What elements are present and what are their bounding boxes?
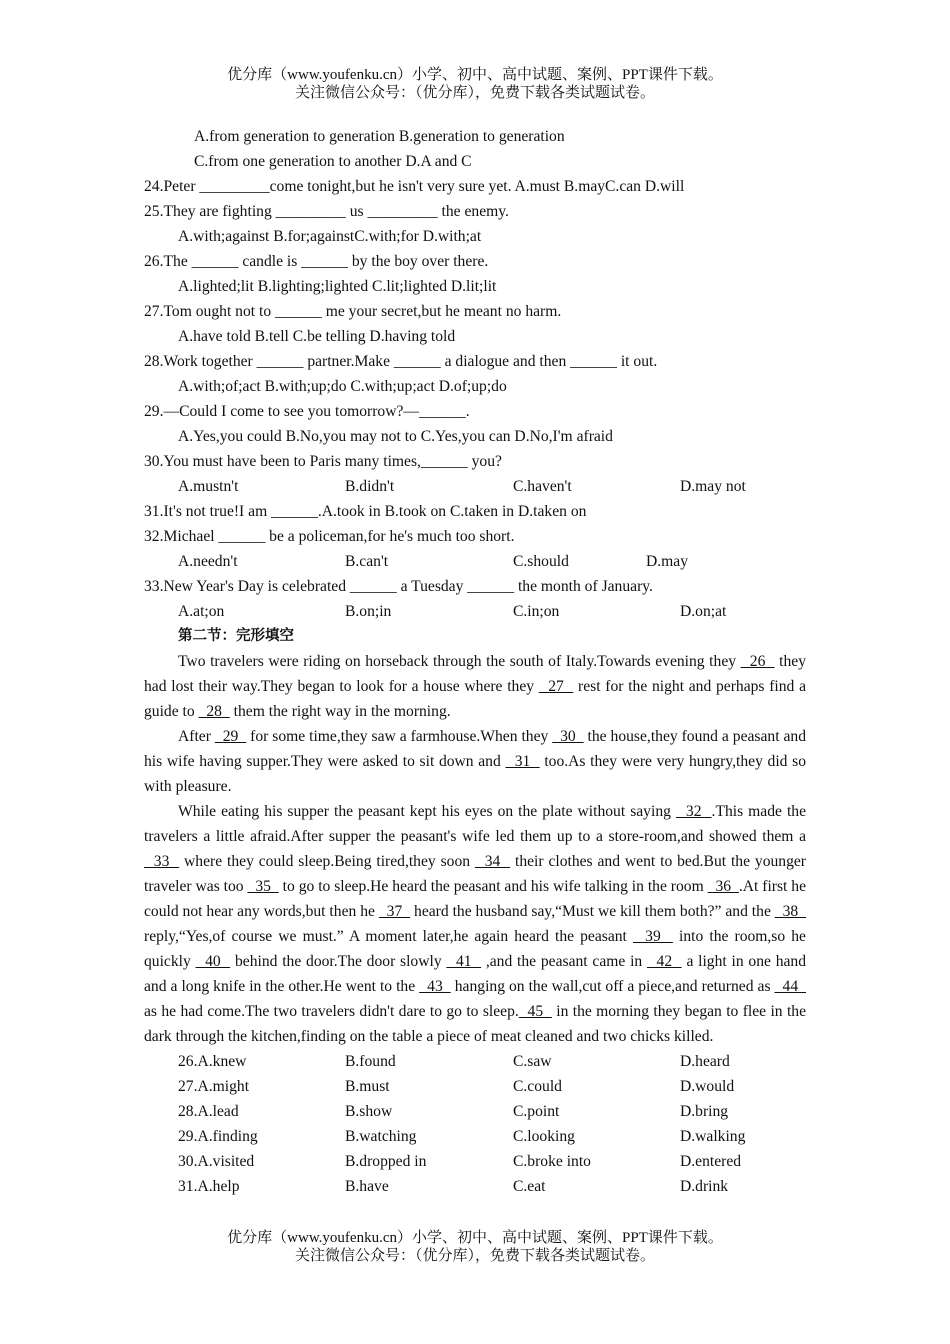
- question-27-options: A.have told B.tell C.be telling D.having told: [178, 328, 456, 345]
- cloze-blank: 27: [538, 678, 574, 695]
- cloze-blank: 38: [774, 903, 807, 920]
- question-27: 27.Tom ought not to ______ me your secret,but he meant no harm.: [144, 303, 562, 320]
- exam-content: [144, 124, 806, 1199]
- cloze-option: C.looking: [513, 1128, 575, 1145]
- question-31: 31.It's not true!I am ______.A.took in B.took on C.taken in D.taken on: [144, 503, 587, 520]
- passage-text: they had lost their way.They began to look for a house where they: [144, 653, 806, 695]
- option-d: D.may not: [680, 478, 746, 495]
- option-d: D.on;at: [680, 603, 727, 620]
- question-32: 32.Michael ______ be a policeman,for he's much too short.: [144, 528, 515, 545]
- cloze-blank: 26: [740, 653, 775, 670]
- option-b: B.on;in: [345, 603, 392, 620]
- passage-text: into the room,so he quickly: [144, 928, 806, 970]
- cloze-blank: 37: [378, 903, 411, 920]
- cloze-option: B.found: [345, 1053, 396, 1070]
- cloze-option: 26.A.knew: [178, 1053, 247, 1070]
- option-a: A.at;on: [178, 603, 225, 620]
- cloze-option: 27.A.might: [178, 1078, 250, 1095]
- cloze-option: C.could: [513, 1078, 562, 1095]
- footer-line-1: 优分库（www.youfenku.cn）小学、初中、高中试题、案例、PPT课件下载。: [227, 1230, 723, 1246]
- option-d: D.may: [646, 553, 689, 570]
- question-30: 30.You must have been to Paris many times,______ you?: [144, 453, 502, 470]
- cloze-option: B.watching: [345, 1128, 417, 1145]
- option-a: A.mustn't: [178, 478, 239, 495]
- cloze-option: B.have: [345, 1178, 389, 1195]
- passage-text: to go to sleep.He heard the peasant and his wife talking in the room: [278, 878, 708, 895]
- passage-text: While eating his supper the peasant kept his eyes on the plate without saying: [178, 803, 676, 820]
- cloze-paragraph-2: [144, 724, 806, 799]
- passage-text: hanging on the wall,cut off a piece,and returned as: [450, 978, 775, 995]
- question-30-options: [144, 474, 806, 499]
- cloze-option: 29.A.finding: [178, 1128, 258, 1145]
- passage-text: for some time,they saw a farmhouse.When they: [246, 728, 553, 745]
- cloze-option: C.saw: [513, 1053, 552, 1070]
- footer-line-2: 关注微信公众号：（优分库），免费下载各类试题试卷。: [294, 1248, 655, 1264]
- cloze-option-row: [144, 1074, 806, 1099]
- cloze-blank: 34: [474, 853, 511, 870]
- passage-text: .This made the travelers a little afraid.After supper the peasant's wife led them up to a store-room,and showed them a: [144, 803, 806, 845]
- cloze-options: [144, 1049, 806, 1199]
- passage-text: the house,they found a peasant and his wife having supper.They were asked to sit down and: [144, 728, 806, 770]
- option-a: A.needn't: [178, 553, 238, 570]
- passage-text: heard the husband say,“Must we kill them both?” and the: [410, 903, 775, 920]
- question-29: 29.—Could I come to see you tomorrow?—______.: [144, 403, 470, 420]
- cloze-blank: 32: [675, 803, 712, 820]
- question-32-options: [144, 549, 806, 574]
- cloze-blank: 29: [214, 728, 247, 745]
- cloze-option: D.bring: [680, 1103, 729, 1120]
- passage-text: them the right way in the morning.: [229, 703, 451, 720]
- passage-text: as he had come.The two travelers didn't dare to go to sleep.: [144, 1003, 519, 1020]
- passage-text: After: [178, 728, 215, 745]
- option-b: B.didn't: [345, 478, 395, 495]
- cloze-blank: 31: [505, 753, 540, 770]
- section-2-title: 第二节：完形填空: [178, 628, 294, 644]
- question-28-options: A.with;of;act B.with;up;do C.with;up;act D.of;up;do: [178, 378, 507, 395]
- cloze-blank: 40: [195, 953, 231, 970]
- q23-options-line-1: A.from generation to generation B.generation to generation: [194, 128, 565, 145]
- passage-text: Two travelers were riding on horseback through the south of Italy.Towards evening they: [178, 653, 741, 670]
- question-26-options: A.lighted;lit B.lighting;lighted C.lit;lighted D.lit;lit: [178, 278, 497, 295]
- cloze-option: B.show: [345, 1103, 393, 1120]
- option-c: C.in;on: [513, 603, 560, 620]
- q23-options-line-2: C.from one generation to another D.A and C: [194, 153, 472, 170]
- cloze-option: D.walking: [680, 1128, 746, 1145]
- passage-text: too.As they were very hungry,they did so with pleasure.: [144, 753, 806, 795]
- question-33-options: [144, 599, 806, 624]
- cloze-blank: 33: [144, 853, 180, 870]
- question-28: 28.Work together ______ partner.Make ______ a dialogue and then ______ it out.: [144, 353, 658, 370]
- cloze-blank: 41: [446, 953, 482, 970]
- question-33: 33.New Year's Day is celebrated ______ a Tuesday ______ the month of January.: [144, 578, 653, 595]
- header-line-1: 优分库（www.youfenku.cn）小学、初中、高中试题、案例、PPT课件下载。: [227, 67, 723, 83]
- cloze-blank: 39: [632, 928, 673, 945]
- cloze-option-row: [144, 1124, 806, 1149]
- option-c: C.haven't: [513, 478, 572, 495]
- cloze-option: 30.A.visited: [178, 1153, 255, 1170]
- passage-text: where they could sleep.Being tired,they soon: [179, 853, 475, 870]
- passage-text: their clothes and went to bed.But the younger traveler was too: [144, 853, 807, 895]
- question-24: 24.Peter _________come tonight,but he isn't very sure yet. A.must B.mayC.can D.will: [144, 178, 685, 195]
- cloze-option-row: [144, 1149, 806, 1174]
- option-c: C.should: [513, 553, 569, 570]
- cloze-option: D.would: [680, 1078, 735, 1095]
- question-25-options: A.with;against B.for;againstC.with;for D.with;at: [178, 228, 482, 245]
- cloze-blank: 42: [646, 953, 682, 970]
- cloze-option: D.drink: [680, 1178, 729, 1195]
- cloze-option: C.broke into: [513, 1153, 591, 1170]
- cloze-blank: 43: [419, 978, 451, 995]
- passage-text: rest for the night and perhaps find a guide to: [144, 678, 806, 720]
- page-footer: [0, 1229, 950, 1265]
- cloze-option-row: [144, 1174, 806, 1199]
- cloze-option: 31.A.help: [178, 1178, 240, 1195]
- cloze-option: B.must: [345, 1078, 390, 1095]
- cloze-paragraph-1: [144, 649, 806, 724]
- passage-text: .At first he could not hear any words,but then he: [144, 878, 807, 920]
- page-header: [0, 66, 950, 102]
- cloze-blank: 28: [198, 703, 230, 720]
- passage-text: ,and the peasant came in: [481, 953, 647, 970]
- header-line-2: 关注微信公众号：（优分库），免费下载各类试题试卷。: [294, 85, 655, 101]
- option-b: B.can't: [345, 553, 389, 570]
- passage-text: behind the door.The door slowly: [230, 953, 447, 970]
- cloze-paragraph-3: [144, 799, 806, 1049]
- cloze-blank: 30: [552, 728, 584, 745]
- question-26: 26.The ______ candle is ______ by the boy over there.: [144, 253, 489, 270]
- passage-text: a light in one hand and a long knife in the other.He went to the: [144, 953, 807, 995]
- question-25: 25.They are fighting _________ us _________ the enemy.: [144, 203, 509, 220]
- cloze-blank: 35: [247, 878, 279, 895]
- question-29-options: A.Yes,you could B.No,you may not to C.Yes,you can D.No,I'm afraid: [178, 428, 613, 445]
- passage-text: reply,“Yes,of course we must.” A moment later,he again heard the peasant: [144, 928, 633, 945]
- cloze-option: D.heard: [680, 1053, 730, 1070]
- cloze-option: B.dropped in: [345, 1153, 427, 1170]
- cloze-option: D.entered: [680, 1153, 742, 1170]
- cloze-blank: 36: [707, 878, 739, 895]
- passage-text: in the morning they began to flee in the dark through the kitchen,finding on the table a piece of meat cleaned and two chicks killed.: [144, 1003, 807, 1045]
- cloze-blank: 44: [774, 978, 807, 995]
- cloze-option-row: [144, 1049, 806, 1074]
- cloze-option: C.point: [513, 1103, 560, 1120]
- cloze-option: 28.A.lead: [178, 1103, 239, 1120]
- cloze-option-row: [144, 1099, 806, 1124]
- cloze-option: C.eat: [513, 1178, 546, 1195]
- cloze-blank: 45: [518, 1003, 552, 1020]
